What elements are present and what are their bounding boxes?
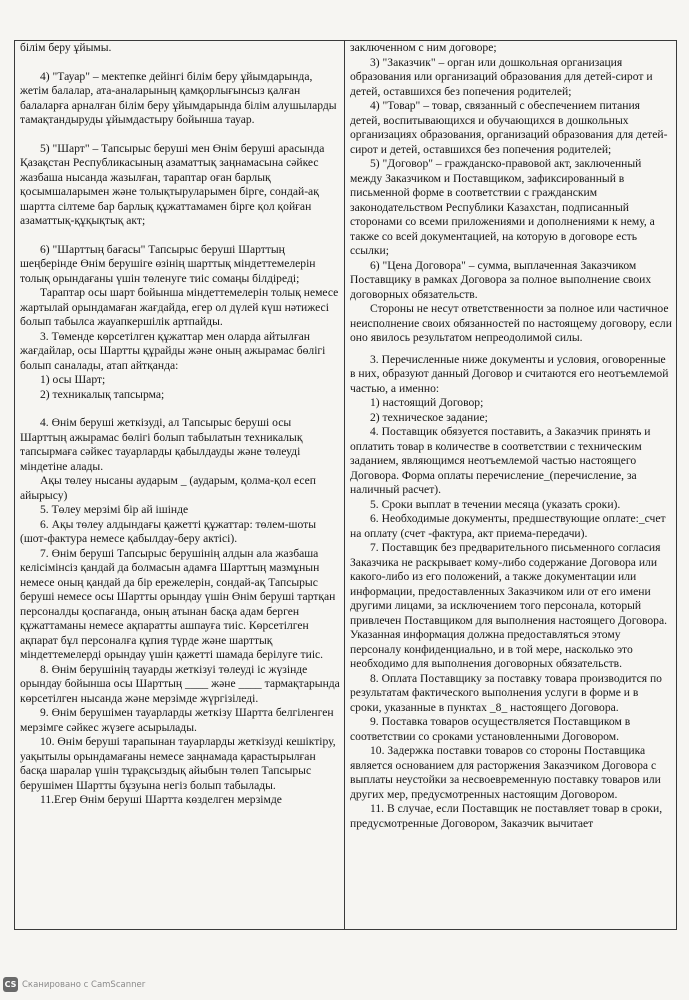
paragraph: 3) "Заказчик" – орган или дошкольная организация образования или организаций образования для детей-сирот и детей, оставшихся без попечения родителей; bbox=[350, 55, 653, 98]
paragraph: 5. Төлеу мерзімі бір ай ішінде bbox=[40, 503, 189, 516]
paragraph: 7. Өнім беруші Тапсырыс берушінің алдын ала жазбаша келісімінсіз қандай да болмасын адамға Шарттың мазмұнын немесе оның қандай да бір ережелерін, сондай-ақ Тапсырыс беруші немесе осы Шартты орындау үшін Өнім беруші тартқан персоналды қоспағанда, оның атынан басқа адам берген құжаттаманы немесе ақпаратты ашпауға тиіс. Көрсетілген ақпарат бұл персоналға құпия түрде және шарттық міндеттемелерді орындау үшін қажетті шамада берілуге тиіс. bbox=[20, 546, 336, 661]
paragraph: Тараптар осы шарт бойынша міндеттемелерін толық немесе жартылай орындамаған жағдайда, егер ол дүлей күш нәтижесі болып табылса жауапкершілік артпайды. bbox=[20, 286, 339, 328]
paragraph: 11. В случае, если Поставщик не поставляет товар в сроки, предусмотренные Договором, Заказчик вычитает bbox=[350, 802, 663, 830]
paragraph: 9. Поставка товаров осуществляется Поставщиком в соответствии со сроками установленными Договором. bbox=[350, 715, 631, 743]
paragraph: Ақы төлеу нысаны аударым _ (аударым, қолма-қол есеп айырысу) bbox=[20, 474, 317, 502]
paragraph: 8. Өнім берушінің тауарды жеткізуі төлеуді іс жүзінде орындау бойынша осы Шарттың ____ және ____ тармақтарында көрсетілген нысанда және мерзімде жүргізіледі. bbox=[20, 662, 340, 705]
paragraph: 11.Егер Өнім беруші Шартта көзделген мерзімде bbox=[40, 793, 282, 806]
paragraph: заключенном с ним договоре; bbox=[350, 41, 497, 54]
paragraph: 1) осы Шарт; bbox=[40, 373, 106, 386]
paragraph: 5) "Шарт" – Тапсырыс беруші мен Өнім беруші арасында Қазақстан Республикасының азаматтық заңнамасына сәйкес жазбаша нысанда жазылған, тараптар оған барлық қосымшаларымен және толықтыруларымен бірге, сондай-ақ шартта сілтеме бар барлық құжаттамамен бірге қол қойған азаматтық-құқықтық акт; bbox=[20, 141, 325, 227]
paragraph: 6) "Шарттың бағасы" Тапсырыс беруші Шарттың шеңберінде Өнім берушіге өзінің шарттық міндеттемелерін толық орындағаны үшін төленуге тиіс сомаңы білдіреді; bbox=[20, 242, 316, 285]
camscanner-logo-icon: CS bbox=[3, 977, 18, 992]
paragraph: 4) "Товар" – товар, связанный с обеспечением питания детей, воспитывающихся и обучающихся в дошкольных организациях образования, организаций образования для детей-сирот и детей, оставшихся без попечения родителей; bbox=[350, 99, 668, 156]
paragraph: 6) "Цена Договора" – сумма, выплаченная Заказчиком Поставщику в рамках Договора за полное выполнение своих договорных обязательств. bbox=[350, 258, 652, 301]
paragraph: 5. Сроки выплат в течении месяца (указать сроки). bbox=[370, 497, 621, 511]
paragraph: 1) настоящий Договор; bbox=[370, 396, 484, 409]
paragraph: 4) "Тауар" – мектепке дейінгі білім беру ұйымдарында, жетім балалар, ата-аналарының қамқорлығынсыз қалған балаларға арналған білім беру ұйымдарында білім алушыларды тамақтандыруды ұйымдастыру бойынша тауар. bbox=[20, 69, 337, 126]
paragraph: 10. Өнім беруші тарапынан тауарларды жеткізуді кешіктіру, уақытылы орындамағаны немесе заңнамада қарастырылған басқа шаралар үшін тұрақсыздық айыбын төлеп Тапсырыс берушімен Шартты бұзуына негіз болып табылады. bbox=[20, 735, 336, 792]
scanner-footer bbox=[3, 977, 145, 992]
kazakh-text-column bbox=[15, 41, 345, 929]
paragraph: 5) "Договор" – гражданско-правовой акт, заключенный между Заказчиком и Поставщиком, зафиксированный в письменной форме в соответствии с гражданским законодательством Республики Казахстан, подписанный сторонами со всеми приложениями и дополнениями к нему, а также со всей документацией, на которую в договоре есть ссылки; bbox=[350, 157, 655, 257]
paragraph: Стороны не несут ответственности за полное или частичное неисполнение своих обязанностей по настоящему договору, если оно явилось результатом непреодолимой силы. bbox=[350, 302, 672, 344]
paragraph: 9. Өнім берушімен тауарларды жеткізу Шартта белгіленген мерзімге сәйкес жүзеге асырылады. bbox=[20, 706, 334, 734]
russian-text-column bbox=[345, 41, 676, 929]
paragraph: 8. Оплата Поставщику за поставку товара производится по результатам фактического выполнения услуги в форме и в сроки, указанные в пунктах _8_ настоящего Договора. bbox=[350, 671, 662, 714]
document-sheet bbox=[14, 40, 677, 930]
paragraph: 4. Өнім беруші жеткізуді, ал Тапсырыс беруші осы Шарттың ажырамас бөлігі болып табылатын техникалық тапсырмаға сәйкес тауарларды қабылдауды және төлеуді міндетіне алады. bbox=[20, 416, 303, 473]
paragraph: 2) техническое задание; bbox=[370, 410, 488, 424]
paragraph: 3. Төменде көрсетілген құжаттар мен оларда айтылған жағдайлар, осы Шартты құрайды және оның ажырамас бөлігі болып саналады, атап айтқанда: bbox=[20, 329, 326, 372]
paragraph: 2) техникалық тапсырма; bbox=[40, 387, 165, 401]
paragraph: 6. Необходимые документы, предшествующие оплате:_счет на оплату (счет -фактура, акт приема-передачи). bbox=[350, 512, 666, 540]
paragraph: білім беру ұйымы. bbox=[20, 41, 112, 54]
paragraph: 6. Ақы төлеу алдындағы қажетті құжаттар: төлем-шоты (шот-фактура немесе қабылдау-беру актісі). bbox=[20, 517, 316, 545]
paragraph: 7. Поставщик без предварительного письменного согласия Заказчика не раскрывает кому-либо содержание Договора или какого-либо из его положений, а также документации или информации, предоставленных Заказчиком или от его имени другими лицами, за исключением того персонала, который привлечен Поставщиком для выполнения настоящего Договора. Указанная информация должна предоставляться этому персоналу конфиденциально, и в той мере, насколько это необходимо для выполнения договорных обязательств. bbox=[350, 541, 668, 670]
paragraph: 4. Поставщик обязуется поставить, а Заказчик принять и оплатить товар в количестве в соответствии с техническим заданием, являющимся неотъемлемой частью настоящего Договора. Форма оплаты перечисление_(перечисление, за наличный расчет). bbox=[350, 425, 651, 496]
paragraph: 10. Задержка поставки товаров со стороны Поставщика является основанием для расторжения Заказчиком Договора с выплаты неустойки за несвоевременную поставку товаров или других мер, предусмотренных настоящим Договором. bbox=[350, 744, 661, 801]
paragraph: 3. Перечисленные ниже документы и условия, оговоренные в них, образуют данный Договор и считаются его неотъемлемой частью, а именно: bbox=[350, 352, 669, 395]
scanner-watermark-text: Сканировано с CamScanner bbox=[22, 979, 146, 990]
